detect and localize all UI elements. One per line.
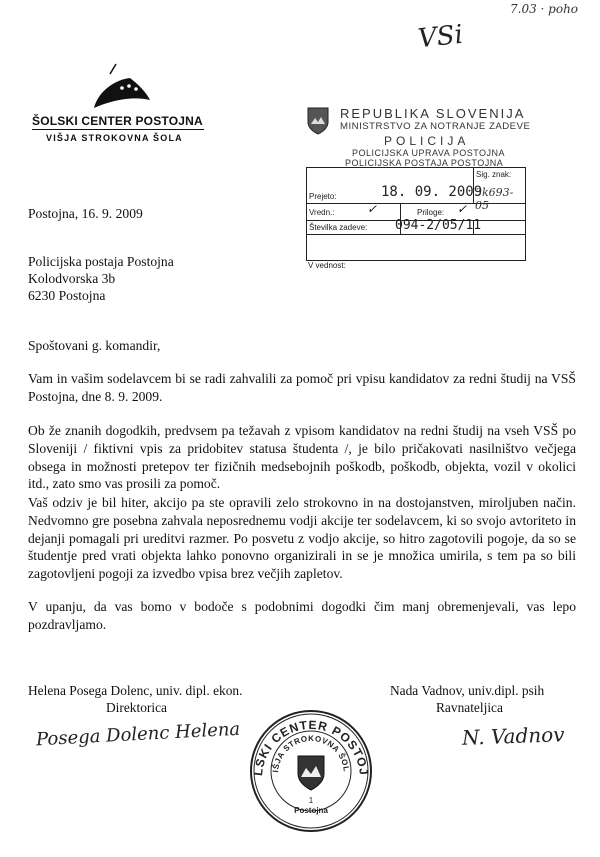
recipient-name: Policijska postaja Postojna [28,254,174,269]
seal-inner-text: IŠJA STROKOVNA ŠOL [271,733,351,773]
school-name: ŠOLSKI CENTER POSTOJNA [32,114,203,128]
school-logo [88,62,154,112]
sign-left-signature: Posega Dolenc Helena [35,718,241,751]
received-date: 18. 09. 2009 [381,184,483,200]
sign-right-signature: N. Vadnov [461,722,565,750]
sig-label: Sig. znak: [476,170,512,179]
recipient-street: Kolodvorska 3b [28,271,116,286]
school-logo-icon [88,62,154,112]
salutation: Spoštovani g. komandir, [28,338,161,353]
case-number: 094-2/05/11 [395,218,482,233]
case-number-label: Številka zadeve: [309,223,368,232]
stamp-ministry: MINISTRSTVO ZA NOTRANJE ZADEVE [340,121,531,132]
paragraph-2: Ob že znanih dogodkih, predvsem pa težavah z vpisom kandidatov na redni študij na vseh VSŠ po Sloveniji / fiktivni vpis za pridobitev statusa študenta /, je bilo pričakovati nasilništvo večjega obsega in možnosti pretepov ter fizičnih medsebojnih poškodb, poškodb, objekta, vozil v okolici itd., zato smo vas prosili za pomoč. [28,423,576,492]
sig-value: 3k693-05 [475,186,514,212]
cc-label: V vednost: [308,261,346,270]
sign-right-title: Ravnateljica [436,700,503,715]
paragraph-4: V upanju, da vas bomo v bodoče s podobnimi dogodki čim manj obremenjevali, vas lepo pozdravljamo. [28,599,576,632]
date-line: Postojna, 16. 9. 2009 [28,206,143,221]
sign-left-name: Helena Posega Dolenc, univ. dipl. ekon. [28,683,243,698]
seal-number: 1 [308,796,314,805]
stamp-pp: POLICIJSKA POSTAJA POSTOJNA [345,158,504,168]
school-subname: VIŠJA STROKOVNA ŠOLA [46,133,183,143]
paragraph-1: Vam in vašim sodelavcem bi se radi zahvalili za pomoč pri vpisu kandidatov za redni študij na VSŠ Postojna, dne 8. 9. 2009. [28,371,576,404]
corner-note: 7.03 · poho [510,2,579,16]
recipient-city: 6230 Postojna [28,288,106,303]
stamp-republic: REPUBLIKA SLOVENIJA [340,106,526,121]
stamp-police: POLICIJA [384,134,470,148]
sign-left-title: Direktorica [106,700,167,715]
seal-coat-of-arms-icon [298,756,324,790]
seal-city: Postojna [294,806,328,815]
official-seal [248,708,374,834]
received-label: Prejeto: [309,192,337,201]
stamp-pu: POLICIJSKA UPRAVA POSTOJNA [352,148,506,158]
seal-outer-text: LSKI CENTER POSTOJ [250,717,372,777]
initials-handwriting: VSi [416,19,465,55]
sign-right-name: Nada Vadnov, univ.dipl. psih [390,683,545,698]
attach-label: Priloge: [417,208,445,217]
paragraph-3: Vaš odziv je bil hiter, akcijo pa ste opravili zelo strokovno in na dostojanstven, miroljuben način. Nedvomno gre posebna zahvala neposrednemu vodji akcije ter sodelavcem, ki so svojo avtoriteto in dejanji pomagali pri ureditvi razmer. Po posvetu z vodjo akcije, so hitro zagotovili pogoje, da so se študentje pred vrati objekta lahko ponovno organizirali in se je množica umirila, s tem pa so bili zagotovljeni pogoji za izvedbo vpisa brez večjih zapletov. [28,495,576,582]
receipt-stamp-box: Prejeto: 18. 09. 2009 Sig. znak: 3k693-05 Vredn.: ✓ Priloge: ✓ Številka zadeve: 094-2/05/11 [306,167,526,261]
coat-of-arms-icon [306,106,330,136]
value-label: Vredn.: [309,208,335,217]
